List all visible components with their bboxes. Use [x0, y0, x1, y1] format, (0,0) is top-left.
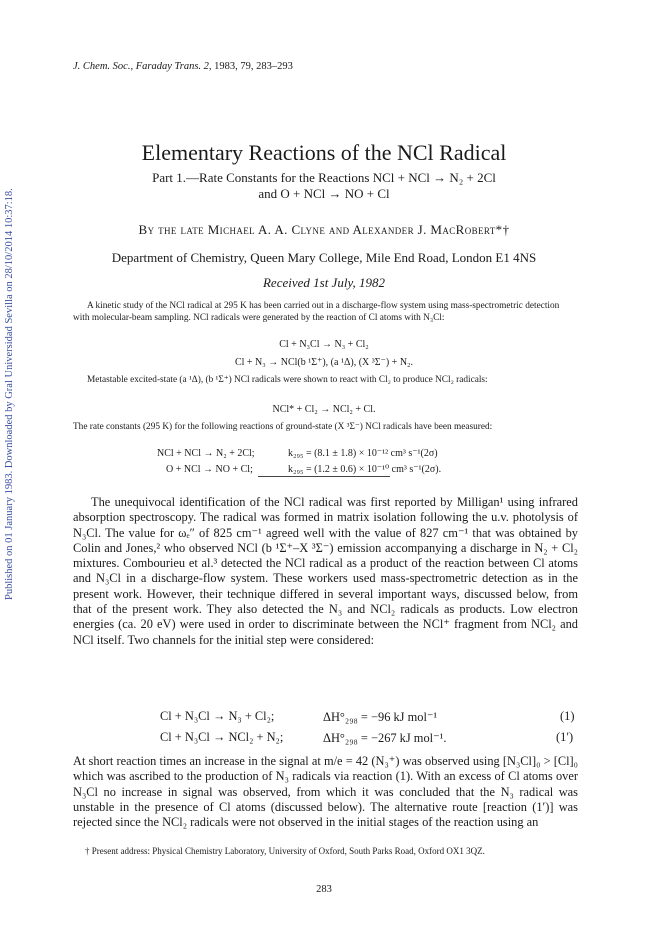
rate-reaction-1: NCl + NCl → N₂ + 2Cl; [157, 448, 255, 459]
body-paragraph-2: At short reaction times an increase in the signal at m/e = 42 (N₃⁺) was observed using [N₃Cl]₀ > [Cl]₀ which was ascribed to the production of N₃ radicals via reaction (1). With an excess of Cl atoms over N₃Cl no increase in signal was observed, from which it was concluded that the N₃ radical was unstable in the presence of Cl atoms (discussed below). The alternative route [reaction (1′)] was rejected since the NCl₂ radicals were not observed in the initial stages of the reaction using an [73, 754, 578, 830]
equation-1-reaction: Cl + N₃Cl → N₃ + Cl₂; [160, 709, 275, 723]
abstract-paragraph-2: Metastable excited-state (a ¹Δ), (b ¹Σ⁺) NCl radicals were shown to react with Cl₂ to produce NCl₂ radicals: [87, 375, 488, 385]
rate-value-1: k₂₉₅ = (8.1 ± 1.8) × 10⁻¹² cm³ s⁻¹(2σ) [288, 448, 438, 459]
equation-1-number: (1) [560, 709, 575, 723]
abstract-equation-3: NCl* + Cl₂ → NCl₂ + Cl. [272, 404, 376, 415]
footnote: † Present address: Physical Chemistry Laboratory, University of Oxford, South Parks Road, Oxford OX1 3QZ. [85, 846, 485, 856]
side-note-text: Published on 01 January 1983. Downloaded by Gral Universidad Sevilla on 28/10/2014 10:37:18. [4, 188, 15, 600]
rate-value-2: k₂₉₅ = (1.2 ± 0.6) × 10⁻¹⁰ cm³ s⁻¹(2σ). [288, 464, 442, 475]
abstract-equation-1: Cl + N₃Cl → N₃ + Cl₂ [279, 339, 369, 350]
publication-side-note [4, 150, 18, 600]
paper-subtitle [0, 170, 648, 202]
rate-reaction-2: O + NCl → NO + Cl; [166, 464, 253, 475]
paper-title: Elementary Reactions of the NCl Radical [141, 140, 507, 165]
abstract-equation-2: Cl + N₃ → NCl(b ¹Σ⁺), (a ¹Δ), (X ³Σ⁻) + N₂. [234, 357, 414, 368]
equation-2-enthalpy: ΔH°₂₉₈ = −267 kJ mol⁻¹. [323, 731, 447, 745]
page-number: 283 [316, 884, 332, 895]
abstract-paragraph-3: The rate constants (295 K) for the following reactions of ground-state (X ³Σ⁻) NCl radicals have been measured: [73, 422, 493, 432]
journal-details: 1983, 79, 283–293 [211, 61, 293, 72]
authors: By the late Michael A. A. Clyne and Alexander J. MacRobert*† [138, 222, 510, 237]
equation-2-number: (1′) [556, 730, 574, 744]
equation-1-enthalpy: ΔH°₂₉₈ = −96 kJ mol⁻¹ [323, 710, 438, 724]
equation-2-reaction: Cl + N₃Cl → NCl₂ + N₂; [160, 730, 284, 744]
subtitle-line-2: and O + NCl → NO + Cl [258, 186, 390, 201]
abstract-paragraph-1: A kinetic study of the NCl radical at 295 K has been carried out in a discharge-flow system using mass-spectrometric detection with molecular-beam sampling. NCl radicals were generated by the reaction of Cl atoms with N₃Cl: [73, 301, 560, 323]
department: Department of Chemistry, Queen Mary College, Mile End Road, London E1 4NS [111, 250, 537, 265]
body-paragraph-1: The unequivocal identification of the NCl radical was first reported by Milligan¹ using infrared absorption spectroscopy. The radical was formed in matrix isolation following the u.v. photolysis of N₃Cl. The value for ωₑ″ of 825 cm⁻¹ agreed well with the value of 827 cm⁻¹ that was obtained by Colin and Jones,² who observed NCl (b ¹Σ⁺–X ³Σ⁻) emission accompanying a discharge in N₂ + Cl₂ mixtures. Combourieu et al.³ detected the NCl radical as a product of the reaction between Cl atoms and N₃Cl in a discharge-flow system. These workers used mass-spectrometric detection as in the present work. However, their technique differed in several important ways, discussed below, from that of the present work. They also detected the N₃ and NCl₂ radicals as products. Low electron energies (ca. 20 eV) were used in order to discriminate between the NCl⁺ fragment from NCl₂ and NCl itself. Two channels for the initial step were considered: [73, 495, 578, 647]
journal-name: J. Chem. Soc., Faraday Trans. 2, [73, 61, 212, 72]
journal-citation [73, 61, 293, 72]
section-divider [258, 476, 390, 477]
received-date: Received 1st July, 1982 [262, 275, 385, 290]
subtitle-line-1: Part 1.—Rate Constants for the Reactions NCl + NCl → N₂ + 2Cl [152, 170, 496, 185]
